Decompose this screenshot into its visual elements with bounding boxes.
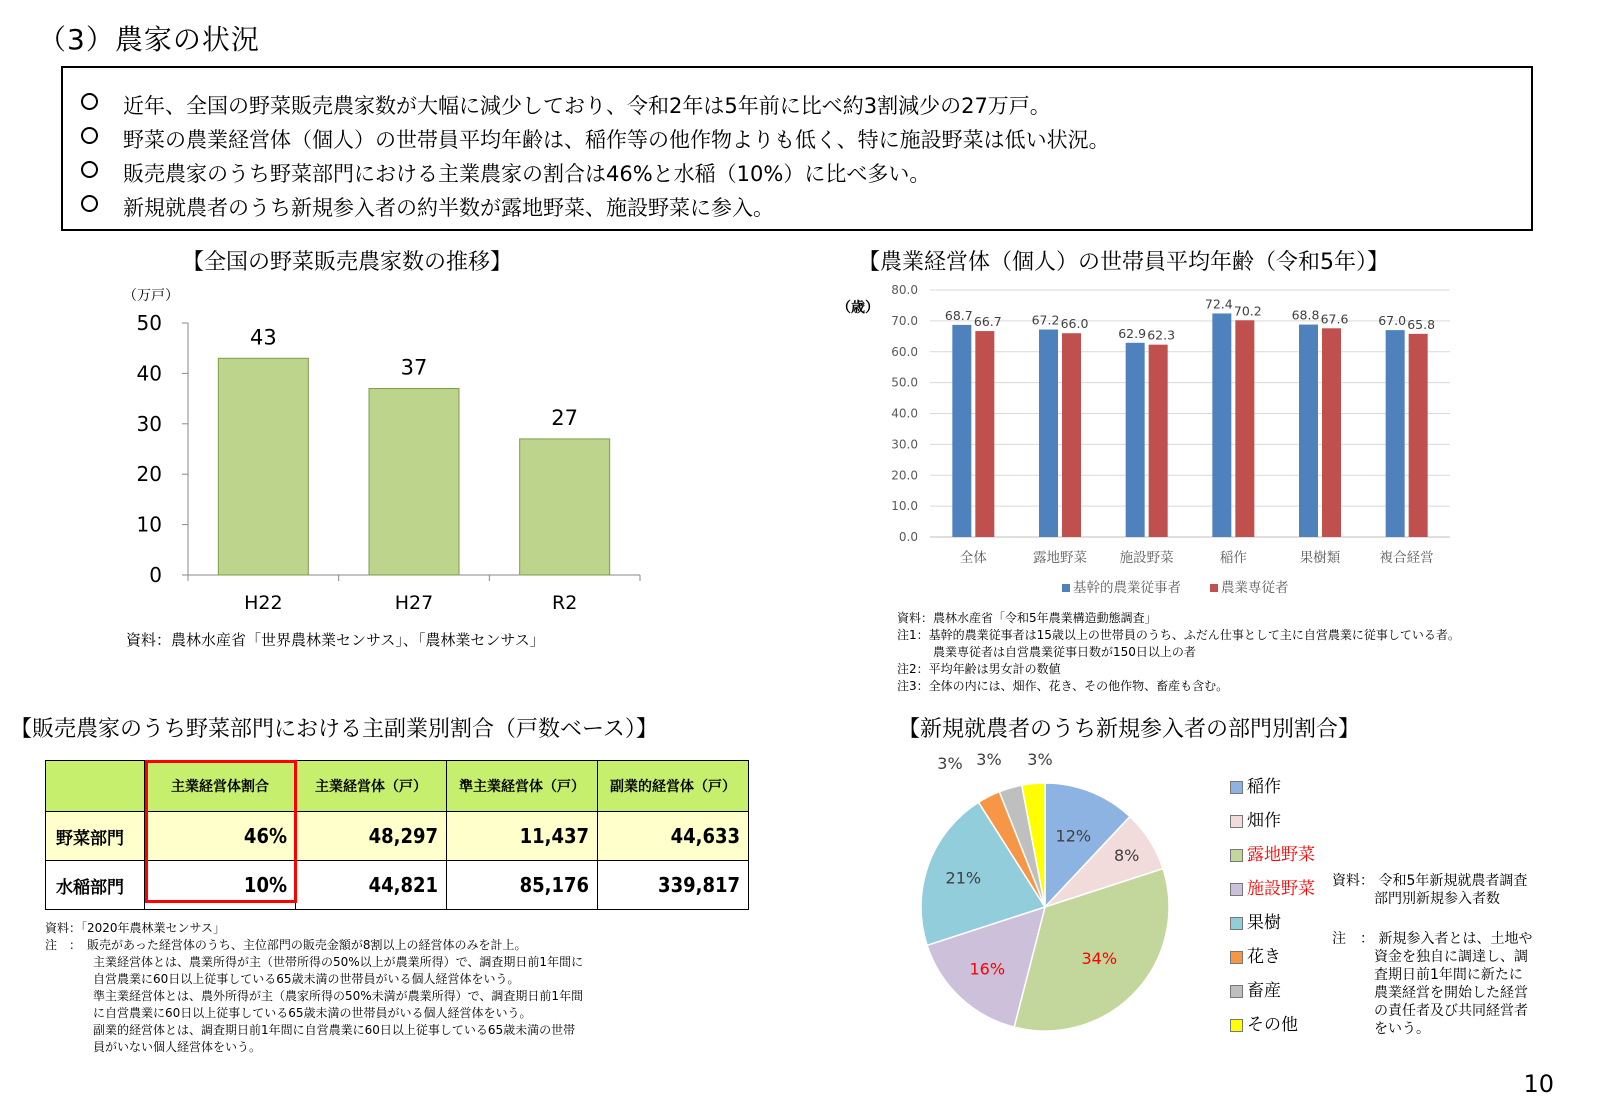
legend-label: 稲作 [1247,777,1281,797]
pie-legend-item [1230,840,1315,865]
summary-text: 近年、全国の野菜販売農家数が大幅に減少しており、令和2年は5年前に比べ約3割減少の27万戸。 [123,94,1051,118]
legend-label: 畑作 [1247,811,1281,831]
pie-value-label: 3% [976,750,1002,769]
chart4-note-line: 農業経営を開始した経営 [1374,985,1528,1001]
x-category-label: 稲作 [1219,550,1247,566]
table3-note: 注 ： 販売があった経営体のうち、主位部門の販売金額が8割以上の経営体のみを計上。 [45,938,527,952]
summary-text: 新規就農者のうち新規参入者の約半数が露地野菜、施設野菜に参入。 [123,196,774,220]
side-cell: 44,633 [598,812,749,861]
table3-note: 自営農業に60日以上従事している65歳未満の世帯員がいる個人経営体をいう。 [93,972,520,986]
y-tick-label: 0.0 [898,530,918,544]
x-category-label: 複合経営 [1379,550,1434,566]
chart4-note-line: 資金を独自に調達し、調 [1374,949,1528,965]
y-tick-label: 60.0 [891,344,918,359]
share-cell: 10% [145,861,296,910]
x-category-label: 施設野菜 [1119,550,1174,566]
chart4-source-line: 令和5年新規就農者調査 [1378,873,1528,889]
y-tick-label: 10.0 [891,499,918,514]
chart4-note-line: 新規参入者とは、土地や [1378,931,1533,947]
pie-legend-item [1230,1010,1298,1035]
legend-swatch [1230,781,1243,794]
summary-text: 販売農家のうち野菜部門における主業農家の割合は46%と水稲（10%）に比べ多い。 [123,162,931,186]
bar [369,389,459,575]
y-tick-label: 80.0 [891,283,918,297]
y-tick-label: 50.0 [891,375,918,390]
y-tick-label: 70.0 [891,313,918,328]
bar-primary [952,325,971,537]
bar-value-label: 66.7 [973,314,1002,330]
bar-value-label: 62.9 [1118,325,1147,341]
chart4-note-label: 注 ： [1332,931,1374,947]
summary-text: 野菜の農業経営体（個人）の世帯員平均年齢は、稲作等の他作物よりも低く、特に施設野菜は低い状況。 [123,128,1110,152]
chart2-note: 注1：基幹的農業従事者は15歳以上の世帯員のうち、ふだん仕事として主に自営農業に従事している者。 [897,628,1460,642]
chart4-note [1332,930,1532,1038]
table-header-row [46,761,749,812]
pie-value-label: 3% [1027,750,1053,769]
table3-note: 副業的経営体とは、調査期日前1年間に自営農業に60日以上従事している65歳未満の世帯 [93,1023,576,1037]
legend-label: 花き [1247,947,1281,967]
chart4-legend [1230,772,1340,1062]
y-tick-label: 30 [136,411,162,436]
circle-bullet-icon [81,195,98,212]
chart1-svg [110,300,670,620]
main-cell: 44,821 [296,861,447,910]
y-tick-label: 10 [136,512,162,537]
table3-note: 準主業経営体とは、農外所得が主（農家所得の50%未満が農業所得）で、調査期日前1年間 [93,989,584,1003]
chart4-note-line: をいう。 [1374,1021,1430,1037]
legend-swatch [1210,584,1218,592]
legend-label: 果樹 [1247,913,1281,933]
table-header-cell: 準主業経営体（戸） [447,761,598,812]
bar-value-label: 37 [400,355,428,380]
pie-value-label: 3% [937,754,963,773]
chart2-notes [897,610,1460,695]
bar-value-label: 67.0 [1378,313,1407,329]
y-tick-label: 40.0 [891,406,918,421]
bar-secondary [1149,345,1168,537]
legend-swatch [1230,883,1243,896]
chart2-note: 農業専従者は自営農業従事日数が150日以上の者 [897,645,1196,659]
main-cell: 48,297 [296,812,447,861]
table3-notes [45,920,583,1056]
legend-label: その他 [1247,1015,1298,1035]
bar-value-label: 72.4 [1204,296,1233,312]
chart2-note: 注3：全体の内には、畑作、花き、その他作物、畜産も含む。 [897,679,1229,693]
x-category-label: 果樹類 [1299,550,1341,566]
table-header-cell: 主業経営体割合 [145,761,296,812]
legend-swatch [1062,584,1070,592]
bar-value-label: 68.7 [944,307,973,323]
table3-note: 員がいない個人経営体をいう。 [93,1040,262,1054]
bar-primary [1299,325,1318,537]
bar-value-label: 27 [551,405,579,430]
table-header-cell [46,761,145,812]
legend-swatch [1230,951,1243,964]
row-label: 水稲部門 [46,861,145,910]
share-cell: 46% [145,812,296,861]
bar-primary [1212,313,1231,537]
pie-legend-item [1230,806,1281,831]
table3-note: 主業経営体とは、農業所得が主（世帯所得の50%以上が農業所得）で、調査期日前1年間に [93,955,584,969]
bar [520,439,610,575]
page-number: 10 [1523,1070,1554,1098]
x-category-label: H27 [394,592,434,614]
table3-note: 資料：「2020年農林業センサス」 [45,921,226,935]
bar-secondary [1322,328,1341,537]
pie-legend-item [1230,908,1281,933]
legend-label: 畜産 [1247,981,1281,1001]
summary-box [61,66,1533,231]
y-tick-label: 50 [136,311,162,335]
pie-legend-item [1230,772,1281,797]
legend-swatch [1230,849,1243,862]
table3-title: 【販売農家のうち野菜部門における主副業別割合（戸数ベース）】 [10,717,658,742]
y-tick-label: 40 [136,361,162,386]
chart2-unit-label: （歳） [837,300,879,316]
bar [218,358,308,575]
semi-cell: 85,176 [447,861,598,910]
x-category-label: 全体 [959,550,987,566]
circle-bullet-icon [81,161,98,178]
legend-swatch [1230,917,1243,930]
bar-secondary [975,331,994,537]
bar-primary [1039,330,1058,537]
chart1-source: 資料：農林水産省「世界農林業センサス」、「農林業センサス」 [126,631,545,649]
y-tick-label: 30.0 [891,437,918,452]
bar-value-label: 66.0 [1060,316,1089,332]
legend-label: 基幹的農業従事者 [1073,580,1181,596]
legend-swatch [1230,985,1243,998]
legend-swatch [1230,815,1243,828]
pie-legend-item [1230,874,1315,899]
x-category-label: 露地野菜 [1033,550,1087,566]
bar-value-label: 70.2 [1233,303,1262,319]
circle-bullet-icon [81,93,98,110]
pie-value-label: 21% [945,868,982,888]
side-cell: 339,817 [598,861,749,910]
legend-label: 露地野菜 [1247,845,1315,865]
bar-primary [1126,343,1145,537]
table-row [46,861,749,910]
circle-bullet-icon [81,127,98,144]
chart1-title: 【全国の野菜販売農家数の推移】 [182,250,513,275]
pie-value-label: 8% [1113,846,1140,866]
chart2-title: 【農業経営体（個人）の世帯員平均年齢（令和5年）】 [858,250,1389,275]
chart2-note: 注2：平均年齢は男女計の数値 [897,662,1061,676]
chart4-source [1332,872,1527,908]
table3-note: に自営農業に60日以上従事している65歳未満の世帯員がいる個人経営体をいう。 [93,1006,532,1020]
farm-share-table [45,760,749,910]
pie-legend-item [1230,976,1281,1001]
chart4-note-line: 査期日前1年間に新たに [1374,967,1523,983]
row-label: 野菜部門 [46,812,145,861]
legend-label: 施設野菜 [1247,879,1315,899]
bar-value-label: 62.3 [1147,327,1176,343]
pie-value-label: 16% [969,959,1006,979]
page-title: （3）農家の状況 [38,23,260,56]
chart4-pie [900,745,1200,1045]
y-tick-label: 20.0 [891,468,918,483]
bar-value-label: 67.6 [1320,311,1349,327]
chart4-source-label: 資料： [1332,873,1374,889]
table-header-cell: 主業経営体（戸） [296,761,447,812]
chart4-title: 【新規就農者のうち新規参入者の部門別割合】 [898,717,1361,742]
legend-swatch [1230,1019,1243,1032]
y-tick-label: 20 [136,462,162,487]
bar-primary [1386,330,1405,537]
x-category-label: H22 [244,592,283,614]
bar-value-label: 68.8 [1291,307,1320,323]
pie-legend-item [1230,942,1281,967]
chart2-note: 資料：農林水産省「令和5年農業構造動態調査」 [897,611,1157,625]
table-row [46,812,749,861]
bar-value-label: 43 [249,325,277,350]
bar-secondary [1235,320,1254,537]
pie-value-label: 12% [1055,826,1092,846]
legend-label: 農業専従者 [1221,580,1289,596]
bar-value-label: 65.8 [1407,316,1436,332]
x-category-label: R2 [552,592,578,614]
bar-secondary [1062,333,1081,537]
bar-value-label: 67.2 [1031,312,1060,328]
chart2-svg [880,280,1470,610]
chart1-unit-label: （万戸） [123,288,179,304]
pie-value-label: 34% [1081,948,1118,968]
y-tick-label: 0 [149,563,162,587]
semi-cell: 11,437 [447,812,598,861]
bar-secondary [1409,334,1428,537]
chart4-source-line: 部門別新規参入者数 [1374,891,1500,907]
chart4-note-line: の責任者及び共同経営者 [1374,1003,1528,1019]
table-header-cell: 副業的経営体（戸） [598,761,749,812]
